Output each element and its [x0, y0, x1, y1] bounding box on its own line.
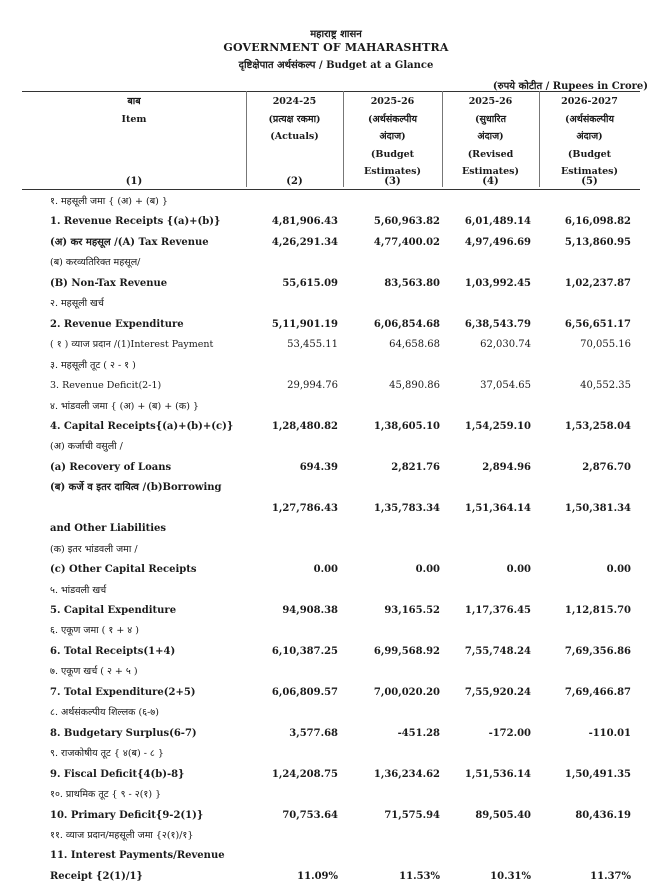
cell-value: 4,77,400.02: [373, 236, 440, 248]
cell-value: 1,38,605.10: [373, 420, 440, 432]
table-row: [0, 540, 672, 560]
table-row: [0, 499, 672, 519]
cell-value: 53,455.11: [287, 339, 338, 351]
title-english: GOVERNMENT OF MAHARASHTRA: [223, 41, 449, 54]
cell-value: -110.01: [588, 727, 631, 739]
row-label: (ब) कर्जे व इतर दायित्व /(b)Borrowing: [50, 482, 222, 494]
cell-value: 37,054.65: [480, 380, 531, 392]
cell-value: 6,01,489.14: [464, 216, 531, 228]
cell-value: 1,03,992.45: [464, 277, 531, 289]
table-row: [0, 417, 672, 437]
table-row: [0, 826, 672, 846]
cell-value: 5,11,901.19: [271, 318, 338, 330]
row-label: 10. Primary Deficit{9-2(1)}: [50, 809, 204, 821]
cell-value: 6,06,854.68: [373, 318, 440, 330]
cell-value: 2,894.96: [482, 461, 531, 473]
cell-value: 10.31%: [490, 870, 531, 882]
column-header-budget-2026: 2026-2027 (अर्थसंकल्पीय अंदाज) (Budget Estimates): [560, 96, 619, 177]
table-row: [0, 621, 672, 641]
cell-value: 0.00: [506, 564, 531, 576]
cell-value: 1,51,364.14: [464, 502, 531, 514]
row-label: 11. Interest Payments/Revenue: [50, 850, 225, 862]
table-row: [0, 315, 672, 335]
column-number: (5): [581, 176, 598, 187]
row-label: Receipt {2(1)/1}: [50, 870, 143, 882]
table-row: [0, 458, 672, 478]
row-label: ४. भांडवली जमा { (अ) + (ब) + (क) }: [50, 400, 199, 412]
cell-value: 7,55,748.24: [464, 645, 531, 657]
row-label: 8. Budgetary Surplus(6-7): [50, 727, 197, 739]
cell-value: 40,552.35: [580, 380, 631, 392]
cell-value: 64,658.68: [389, 339, 440, 351]
cell-value: 5,60,963.82: [373, 216, 440, 228]
cell-value: 1,51,536.14: [464, 768, 531, 780]
cell-value: 55,615.09: [282, 277, 338, 289]
column-header-actuals: 2024-25 (प्रत्यक्ष रकमा) (Actuals): [268, 96, 321, 142]
row-label: (a) Recovery of Loans: [50, 461, 172, 473]
table-row: [0, 765, 672, 785]
cell-value: 1,17,376.45: [464, 605, 531, 616]
row-label: 4. Capital Receipts{(a)+(b)+(c)}: [50, 420, 234, 432]
row-label: ८. अर्थसंकल्पीय शिल्लक (६-७): [50, 707, 159, 719]
table-row: [0, 192, 672, 212]
cell-value: 71,575.94: [384, 809, 440, 821]
cell-value: 1,50,491.35: [564, 768, 631, 780]
table-row: [0, 356, 672, 376]
column-number: (1): [125, 176, 143, 187]
row-label: २. महसूली खर्च: [50, 298, 104, 310]
row-label: १०. प्राथमिक तूट { ९ - २(१) }: [50, 789, 162, 801]
cell-value: 1,27,786.43: [271, 502, 338, 514]
table-row: [0, 397, 672, 417]
cell-value: 1,28,480.82: [271, 420, 338, 432]
cell-value: 7,55,920.24: [464, 686, 531, 698]
cell-value: 93,165.52: [384, 605, 440, 616]
table-row: [0, 806, 672, 826]
row-label: (अ) कर्जाची वसुली /: [50, 441, 123, 453]
cell-value: 29,994.76: [287, 380, 338, 392]
table-row: [0, 642, 672, 662]
cell-value: 83,563.80: [384, 277, 440, 289]
cell-value: -451.28: [397, 727, 440, 739]
row-label: 6. Total Receipts(1+4): [50, 645, 176, 657]
table-row: [0, 376, 672, 396]
row-label: ( १ ) व्याज प्रदान /(1)Interest Payment: [50, 339, 214, 351]
row-label: 7. Total Expenditure(2+5): [50, 686, 196, 698]
table-row: [0, 233, 672, 253]
cell-value: 7,69,466.87: [564, 686, 631, 698]
cell-value: 80,436.19: [575, 809, 631, 821]
unit-note: (रुपये कोटीत / Rupees in Crore): [492, 81, 648, 92]
cell-value: 7,00,020.20: [373, 686, 440, 698]
table-row: [0, 519, 672, 539]
table-row: [0, 212, 672, 232]
cell-value: 1,24,208.75: [271, 768, 338, 780]
table-top-rule: [22, 91, 640, 92]
table-row: [0, 294, 672, 314]
cell-value: 7,69,356.86: [564, 645, 631, 657]
row-label: 1. Revenue Receipts {(a)+(b)}: [50, 216, 221, 228]
cell-value: 4,81,906.43: [271, 216, 338, 228]
table-row: [0, 846, 672, 866]
cell-value: 3,577.68: [289, 727, 338, 739]
cell-value: 1,53,258.04: [564, 420, 631, 432]
table-row: [0, 335, 672, 355]
row-label: ५. भांडवली खर्च: [50, 584, 107, 596]
table-row: [0, 274, 672, 294]
cell-value: 0.00: [606, 564, 631, 576]
cell-value: 6,06,809.57: [271, 686, 338, 698]
cell-value: 70,055.16: [580, 339, 631, 351]
table-row: [0, 724, 672, 744]
table-row: [0, 253, 672, 273]
cell-value: 6,56,651.17: [564, 318, 631, 330]
cell-value: 11.53%: [399, 870, 440, 882]
row-label: १. महसूली जमा { (अ) + (ब) }: [50, 196, 168, 207]
table-row: [0, 560, 672, 580]
cell-value: 5,13,860.95: [564, 236, 631, 248]
cell-value: 62,030.74: [480, 339, 531, 351]
cell-value: 11.37%: [590, 870, 631, 882]
table-row: [0, 437, 672, 457]
cell-value: 89,505.40: [475, 809, 531, 821]
cell-value: 70,753.64: [282, 809, 338, 821]
table-row: [0, 744, 672, 764]
column-number: (4): [482, 176, 499, 187]
cell-value: 0.00: [313, 564, 338, 576]
cell-value: 1,50,381.34: [564, 502, 631, 514]
cell-value: 45,890.86: [389, 380, 440, 392]
table-row: [0, 601, 672, 621]
table-row: [0, 581, 672, 601]
cell-value: -172.00: [488, 727, 531, 739]
row-label: ७. एकूण खर्च ( २ + ५ ): [50, 666, 138, 678]
document-subtitle: दृष्टिक्षेपात अर्थसंकल्प / Budget at a Glance: [238, 60, 434, 71]
row-label: ३. महसूली तूट ( २ - १ ): [50, 359, 136, 371]
table-row: [0, 683, 672, 703]
column-number: (2): [286, 176, 303, 187]
row-label: 3. Revenue Deficit(2-1): [50, 380, 162, 392]
cell-value: 6,99,568.92: [373, 645, 440, 657]
table-row: [0, 662, 672, 682]
table-row: [0, 478, 672, 498]
row-label: (B) Non-Tax Revenue: [50, 277, 168, 289]
header-bottom-rule: [22, 189, 640, 190]
cell-value: 0.00: [415, 564, 440, 576]
row-label: 2. Revenue Expenditure: [50, 318, 184, 330]
cell-value: 1,54,259.10: [464, 420, 531, 432]
column-number: (3): [384, 176, 401, 187]
cell-value: 4,97,496.69: [464, 236, 531, 248]
cell-value: 11.09%: [297, 870, 338, 882]
table-row: [0, 703, 672, 723]
row-label: ९. राजकोषीय तूट { ४(ब) - ८ }: [50, 748, 164, 760]
table-row: [0, 785, 672, 805]
title-marathi: महाराष्ट्र शासन: [310, 29, 362, 40]
column-header-item: बाब Item: [121, 96, 147, 125]
row-label: and Other Liabilities: [50, 523, 167, 535]
cell-value: 6,38,543.79: [464, 318, 531, 330]
cell-value: 2,821.76: [391, 461, 440, 473]
cell-value: 1,36,234.62: [373, 768, 440, 780]
cell-value: 94,908.38: [282, 605, 338, 616]
cell-value: 6,16,098.82: [564, 216, 631, 228]
row-label: 5. Capital Expenditure: [50, 605, 177, 616]
cell-value: 6,10,387.25: [271, 645, 338, 657]
cell-value: 1,12,815.70: [564, 605, 631, 616]
table-row: [0, 867, 672, 887]
cell-value: 1,02,237.87: [564, 277, 631, 289]
row-label: ११. व्याज प्रदान/महसूली जमा {२(१)/१}: [50, 829, 194, 841]
cell-value: 4,26,291.34: [271, 236, 338, 248]
row-label: ६. एकूण जमा ( १ + ४ ): [50, 625, 139, 637]
row-label: (क) इतर भांडवली जमा /: [50, 543, 138, 555]
row-label: (अ) कर महसूल /(A) Tax Revenue: [50, 236, 209, 248]
cell-value: 1,35,783.34: [373, 502, 440, 514]
row-label: 9. Fiscal Deficit{4(b)-8}: [50, 768, 185, 780]
column-header-revised: 2025-26 (सुधारित अंदाज) (Revised Estimates): [461, 96, 520, 177]
cell-value: 694.39: [299, 461, 338, 473]
cell-value: 2,876.70: [582, 461, 631, 473]
column-header-budget-2025: 2025-26 (अर्थसंकल्पीय अंदाज) (Budget Estimates): [363, 96, 422, 177]
row-label: (c) Other Capital Receipts: [50, 564, 197, 576]
row-label: (ब) करव्यतिरिक्त महसूल/: [50, 257, 141, 269]
